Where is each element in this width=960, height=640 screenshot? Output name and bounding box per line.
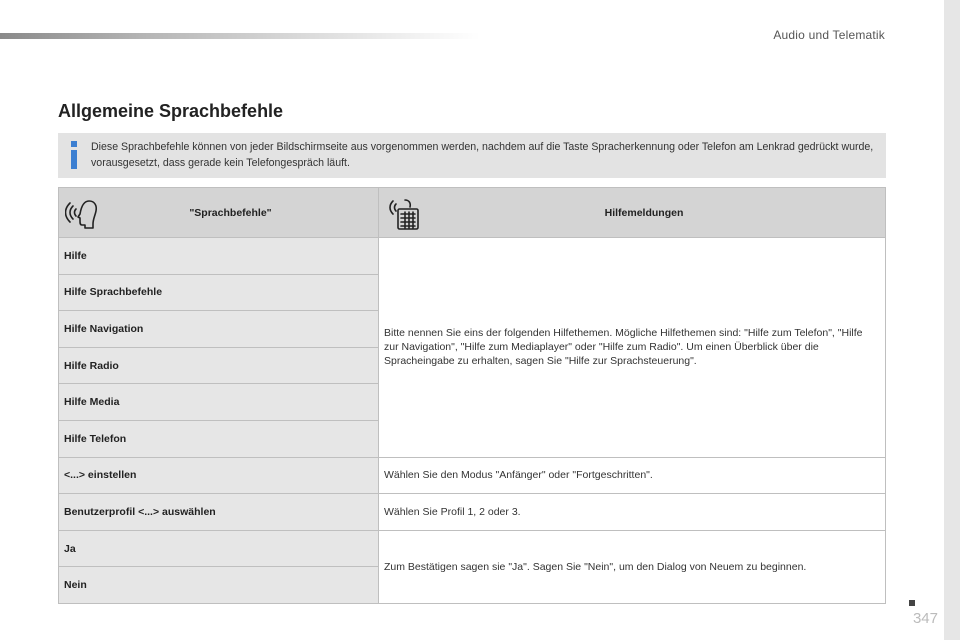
command-hilfe-navigation: Hilfe Navigation bbox=[59, 311, 379, 348]
command-hilfe-telefon: Hilfe Telefon bbox=[59, 420, 379, 457]
info-text: Diese Sprachbefehle können von jeder Bildschirmseite aus vorgenommen werden, nachdem auf die Taste Spracherkennung oder Telefon am Lenkrad gedrückt wurde, vorausgesetzt, dass gerade kein Telefongespräch läuft. bbox=[91, 141, 874, 169]
table-row bbox=[59, 457, 886, 494]
table-row bbox=[59, 530, 886, 567]
page-heading: Allgemeine Sprachbefehle bbox=[58, 101, 284, 121]
voice-commands-table bbox=[58, 187, 886, 604]
table-row bbox=[59, 494, 886, 531]
header-voice-commands bbox=[59, 188, 379, 238]
header-label-commands: "Sprachbefehle" bbox=[189, 206, 272, 219]
command-hilfe-radio: Hilfe Radio bbox=[59, 347, 379, 384]
settings-description: Wählen Sie den Modus "Anfänger" oder "Fortgeschritten". bbox=[379, 457, 886, 494]
command-benutzerprofil: Benutzerprofil <...> auswählen bbox=[59, 494, 379, 531]
page-number: 347 bbox=[912, 610, 938, 627]
command-ja: Ja bbox=[59, 530, 379, 567]
command-hilfe: Hilfe bbox=[59, 238, 379, 275]
header-help-messages bbox=[379, 188, 886, 238]
yes-no-description: Zum Bestätigen sagen sie "Ja". Sagen Sie "Nein", um den Dialog von Neuem zu beginnen. bbox=[379, 530, 886, 603]
info-box bbox=[58, 133, 886, 178]
header-label-help: Hilfemeldungen bbox=[604, 206, 684, 219]
section-title: Audio und Telematik bbox=[773, 28, 885, 42]
side-strip bbox=[944, 0, 960, 640]
command-einstellen: <...> einstellen bbox=[59, 457, 379, 494]
command-hilfe-media: Hilfe Media bbox=[59, 384, 379, 421]
help-group-description: Bitte nennen Sie eins der folgenden Hilfethemen. Mögliche Hilfethemen sind: "Hilfe zum Telefon", "Hilfe zur Navigation", "Hilfe zum Mediaplayer" oder "Hilfe zum Radio". Um einen Überblick über die Spracheingabe zu erhalten, sagen Sie "Hilfe zur Sprachsteuerung". bbox=[379, 238, 886, 458]
header-gradient-bar bbox=[0, 33, 480, 39]
page-marker bbox=[909, 600, 915, 606]
command-nein: Nein bbox=[59, 567, 379, 604]
table-row bbox=[59, 238, 886, 275]
voice-help-screen-icon bbox=[385, 196, 421, 232]
profile-description: Wählen Sie Profil 1, 2 oder 3. bbox=[379, 494, 886, 531]
voice-command-icon bbox=[65, 196, 101, 232]
info-icon bbox=[71, 141, 77, 169]
command-hilfe-sprachbefehle: Hilfe Sprachbefehle bbox=[59, 274, 379, 311]
